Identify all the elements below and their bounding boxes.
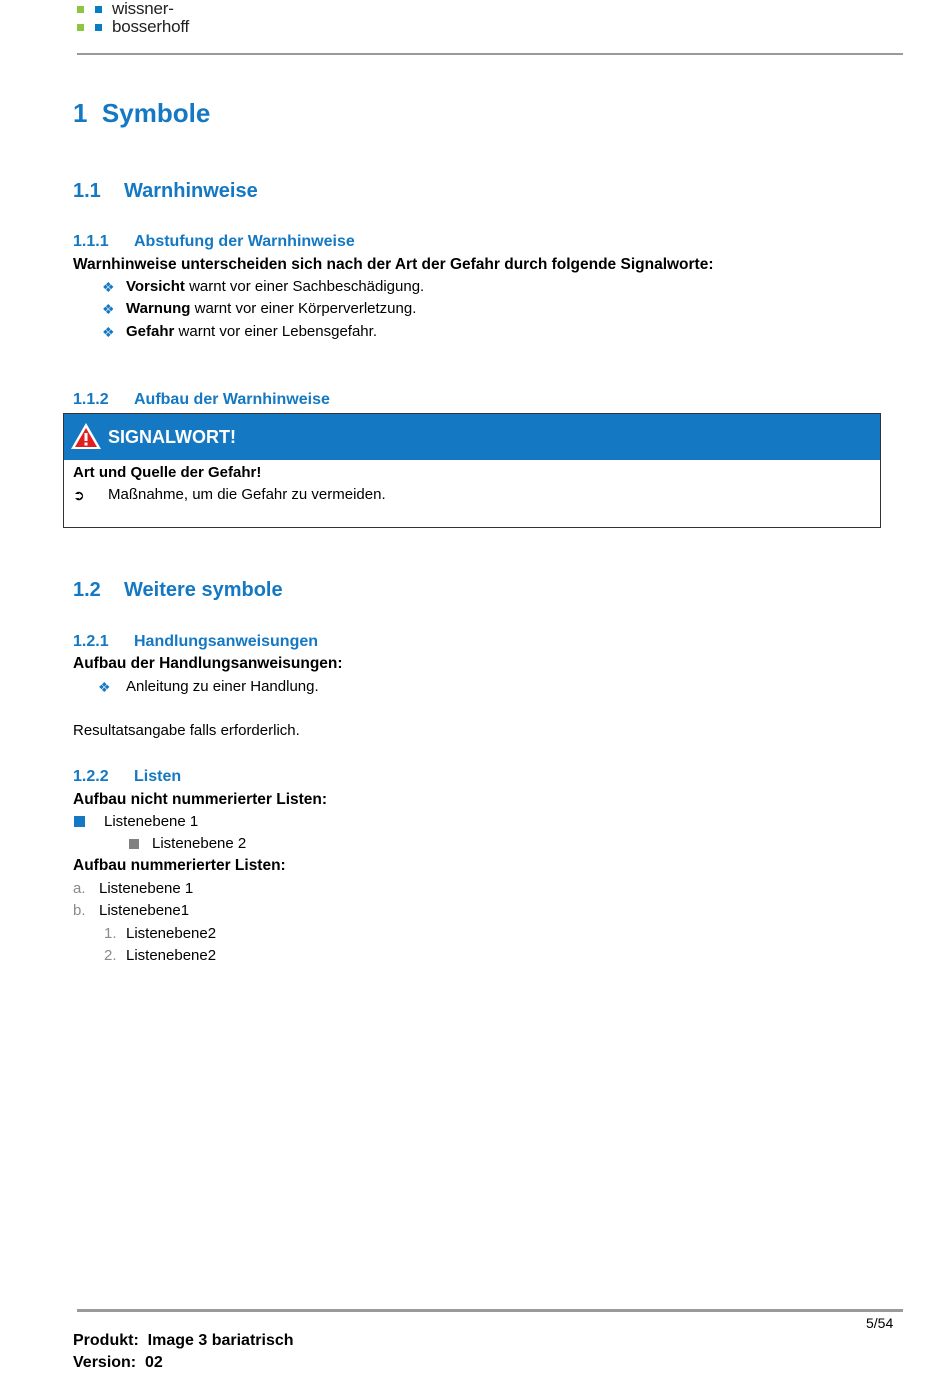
signalword-desc: warnt vor einer Lebensgefahr. bbox=[174, 323, 377, 340]
list-marker: 2. bbox=[104, 947, 117, 964]
subsection-title: Handlungsanweisungen bbox=[134, 633, 319, 650]
diamond-bullet-icon: ❖ bbox=[102, 324, 115, 340]
version-label: Version: bbox=[73, 1354, 137, 1371]
signalworte-intro: Warnhinweise unterscheiden sich nach der Art der Gefahr durch folgende Signalworte: bbox=[73, 256, 714, 273]
list-marker: 1. bbox=[104, 925, 117, 942]
product-value: Image 3 bariatrisch bbox=[147, 1332, 294, 1349]
arrow-right-icon: ➲ bbox=[73, 487, 85, 503]
logo-text-line2: bosserhoff bbox=[112, 17, 190, 36]
signalword-term: Warnung bbox=[126, 300, 191, 317]
warning-triangle-icon bbox=[70, 421, 102, 451]
footer-product bbox=[73, 1332, 294, 1350]
header-divider bbox=[77, 53, 903, 55]
list-item bbox=[126, 300, 416, 318]
subsection-number: 1.2.2 bbox=[73, 768, 109, 785]
logo-square-green bbox=[77, 24, 84, 31]
signalword-desc: warnt vor einer Sachbeschädigung. bbox=[184, 278, 425, 295]
logo-square-blue bbox=[95, 6, 102, 13]
square-bullet-icon bbox=[129, 839, 139, 849]
diamond-bullet-icon: ❖ bbox=[98, 679, 111, 695]
hazard-source: Art und Quelle der Gefahr! bbox=[73, 464, 262, 481]
logo-text-line1: wissner- bbox=[112, 0, 174, 18]
version-value: 02 bbox=[145, 1354, 163, 1371]
subsection-heading-1-1-1 bbox=[73, 233, 355, 251]
chapter-title: Symbole bbox=[101, 98, 211, 128]
warning-header bbox=[64, 414, 880, 460]
subsection-title: Listen bbox=[134, 768, 182, 785]
list-item bbox=[126, 323, 377, 341]
instructions-intro: Aufbau der Handlungsanweisungen: bbox=[73, 655, 343, 672]
chapter-number: 1 bbox=[73, 98, 88, 128]
section-title: Weitere symbole bbox=[124, 579, 283, 601]
product-label: Produkt: bbox=[73, 1332, 139, 1349]
section-heading-1-2 bbox=[73, 579, 283, 602]
subsection-number: 1.1.1 bbox=[73, 233, 109, 250]
subsection-heading-1-2-1 bbox=[73, 633, 318, 651]
subsection-heading-1-2-2 bbox=[73, 768, 181, 786]
list-item: Listenebene 1 bbox=[99, 880, 194, 897]
page-number: 5/54 bbox=[866, 1315, 894, 1331]
subsection-number: 1.1.2 bbox=[73, 391, 109, 408]
hazard-measure: Maßnahme, um die Gefahr zu vermeiden. bbox=[108, 486, 386, 503]
chapter-heading bbox=[73, 98, 210, 129]
warning-box bbox=[63, 413, 881, 528]
signalword-term: Gefahr bbox=[126, 323, 175, 340]
list-marker: b. bbox=[73, 902, 86, 919]
list-item: Listenebene 1 bbox=[104, 813, 199, 830]
logo-square-blue bbox=[95, 24, 102, 31]
section-heading-1-1 bbox=[73, 180, 258, 203]
numbered-list-intro: Aufbau nummerierter Listen: bbox=[73, 857, 286, 874]
section-title: Warnhinweise bbox=[124, 180, 258, 202]
subsection-title: Aufbau der Warnhinweise bbox=[134, 391, 330, 408]
logo-square-green bbox=[77, 6, 84, 13]
subsection-title: Abstufung der Warnhinweise bbox=[134, 233, 355, 250]
result-text: Resultatsangabe falls erforderlich. bbox=[73, 722, 300, 739]
list-item: Listenebene 2 bbox=[152, 835, 247, 852]
square-bullet-icon bbox=[74, 816, 85, 827]
footer-divider bbox=[77, 1309, 903, 1312]
diamond-bullet-icon: ❖ bbox=[102, 279, 115, 295]
diamond-bullet-icon: ❖ bbox=[102, 301, 115, 317]
signalword-label: SIGNALWORT! bbox=[108, 427, 236, 447]
list-marker: a. bbox=[73, 880, 86, 897]
list-item bbox=[126, 278, 424, 296]
subsection-heading-1-1-2 bbox=[73, 391, 330, 409]
subsection-number: 1.2.1 bbox=[73, 633, 109, 650]
list-item: Listenebene1 bbox=[99, 902, 190, 919]
signalword-desc: warnt vor einer Körperverletzung. bbox=[190, 300, 417, 317]
list-item: Listenebene2 bbox=[126, 947, 217, 964]
section-number: 1.1 bbox=[73, 180, 101, 202]
signalword-term: Vorsicht bbox=[126, 278, 185, 295]
unnumbered-list-intro: Aufbau nicht nummerierter Listen: bbox=[73, 791, 328, 808]
instruction-step: Anleitung zu einer Handlung. bbox=[126, 678, 319, 695]
list-item: Listenebene2 bbox=[126, 925, 217, 942]
section-number: 1.2 bbox=[73, 579, 101, 601]
footer-version bbox=[73, 1354, 163, 1372]
